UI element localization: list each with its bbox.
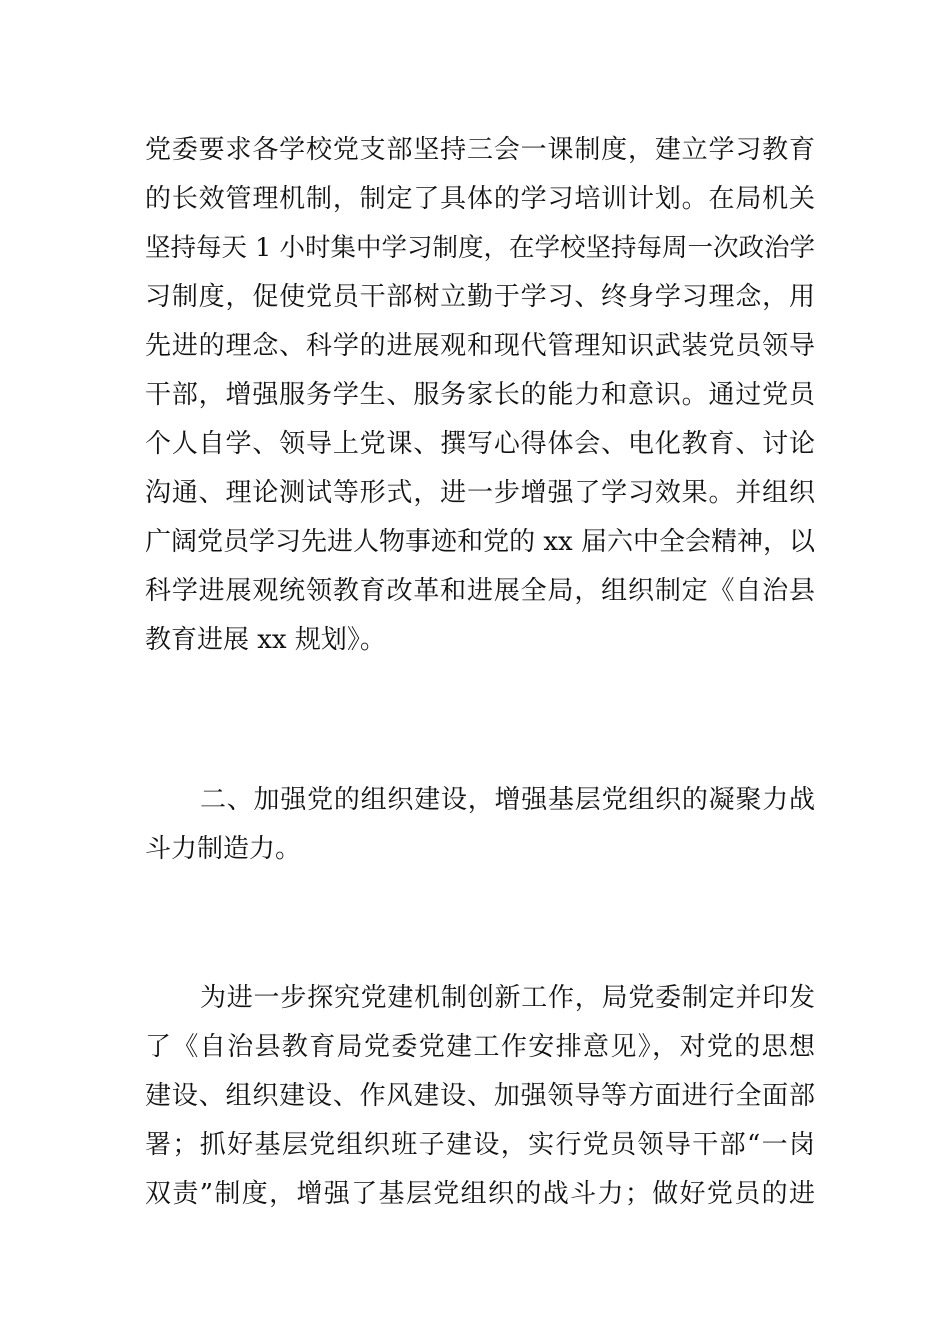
paragraph-3-line-3: 建设、组织建设、作风建设、加强领导等方面进行全面部 <box>145 1081 815 1111</box>
paragraph-3-line-2: 了《自治县教育局党委党建工作安排意见》，对党的思想 <box>145 1032 815 1062</box>
paragraph-1-line-5: 先进的理念、科学的进展观和现代管理知识武装党员领导 <box>145 331 815 361</box>
paragraph-3-line-1: 为进一步探究党建机制创新工作，局党委制定并印发 <box>200 983 815 1013</box>
paragraph-1-line-1: 党委要求各学校党支部坚持三会一课制度，建立学习教育 <box>145 135 815 165</box>
section-heading-2-line-1: 二、加强党的组织建设，增强基层党组织的凝聚力战 <box>200 785 815 815</box>
paragraph-1-line-6: 干部，增强服务学生、服务家长的能力和意识。通过党员 <box>145 380 815 410</box>
section-heading-2-line-2: 斗力制造力。 <box>145 834 302 864</box>
paragraph-1-line-2: 的长效管理机制，制定了具体的学习培训计划。在局机关 <box>145 184 815 214</box>
paragraph-3-line-5: 双责”制度，增强了基层党组织的战斗力；做好党员的进 <box>145 1179 815 1209</box>
paragraph-1-line-7: 个人自学、领导上党课、撰写心得体会、电化教育、讨论 <box>145 429 815 459</box>
paragraph-1-line-11: 教育进展 xx 规划》。 <box>145 625 386 655</box>
paragraph-1-line-4: 习制度，促使党员干部树立勤于学习、终身学习理念，用 <box>145 282 815 312</box>
paragraph-1-line-8: 沟通、理论测试等形式，进一步增强了学习效果。并组织 <box>145 478 815 508</box>
paragraph-3-line-4: 署；抓好基层党组织班子建设，实行党员领导干部“一岗 <box>145 1130 815 1160</box>
paragraph-1-line-3: 坚持每天 1 小时集中学习制度，在学校坚持每周一次政治学 <box>145 233 815 263</box>
paragraph-1-line-9: 广阔党员学习先进人物事迹和党的 xx 届六中全会精神，以 <box>145 527 815 557</box>
paragraph-1-line-10: 科学进展观统领教育改革和进展全局，组织制定《自治县 <box>145 576 815 606</box>
